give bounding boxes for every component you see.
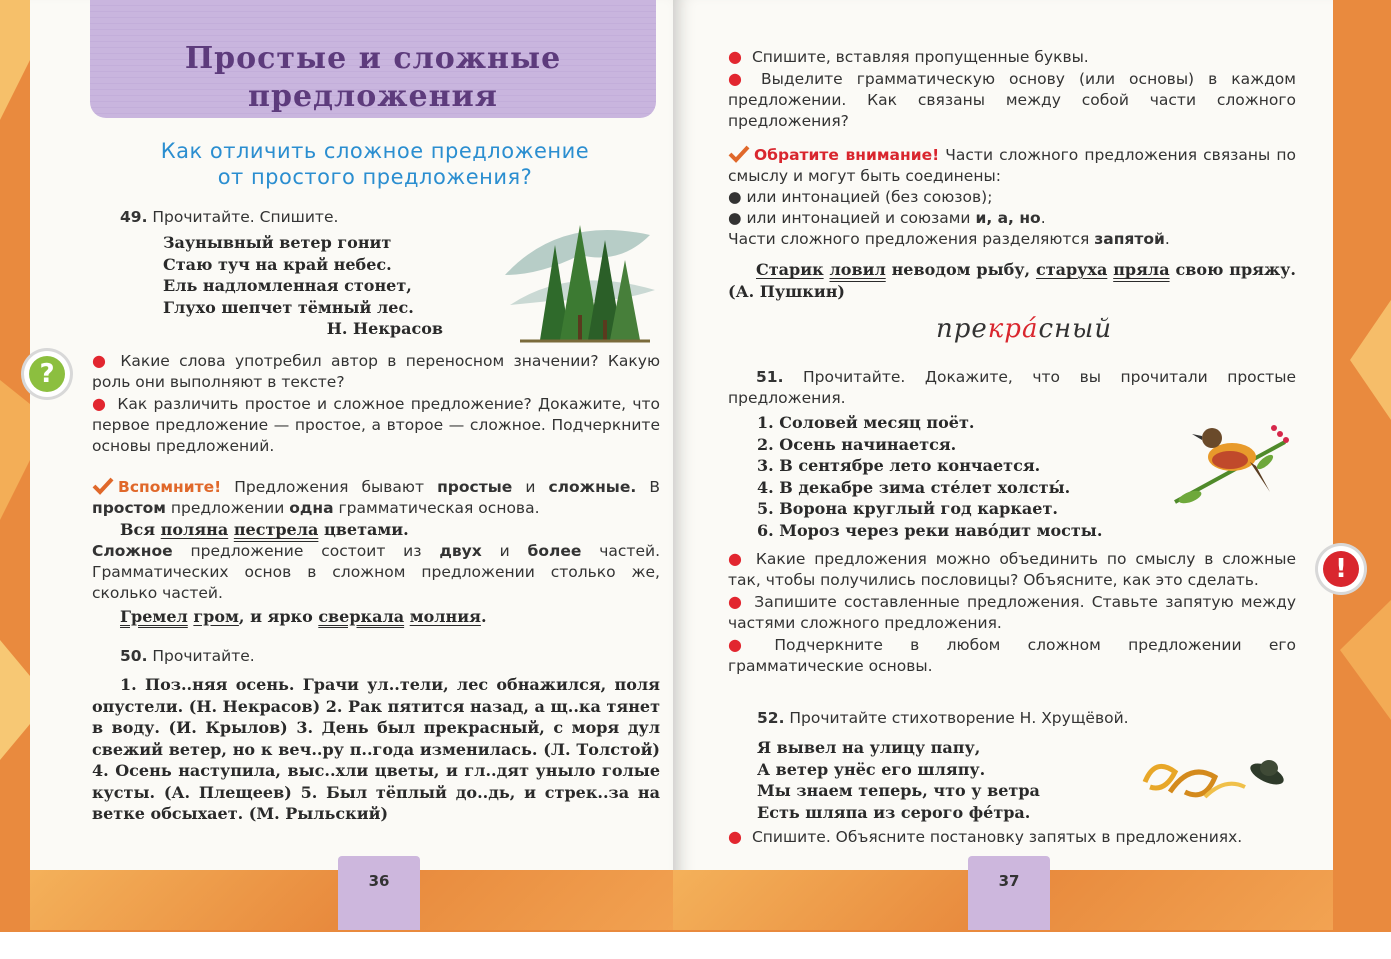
bullet-icon: ● bbox=[728, 549, 746, 568]
section-question bbox=[145, 138, 605, 190]
exclamation-mark-icon: ! bbox=[1323, 551, 1359, 587]
vocabulary-word: прекра́сный bbox=[936, 314, 1113, 344]
task-item: ● Запишите составленные предложения. Ставьте запятую между частями сложного предложения. bbox=[728, 592, 1296, 632]
attention-block: Обратите внимание! Части сложного предложения связаны по смыслу и могут быть соединены: ● или интонацией (без союзов); ● или интонацией и союзами и, а, но. Части сложного предложения разделяются запятой. bbox=[728, 146, 1296, 248]
poem-line: А ветер унёс его шляпу. bbox=[757, 759, 986, 779]
exercise-49-heading bbox=[120, 207, 338, 228]
exercise-51-tasks bbox=[728, 548, 1296, 677]
exercise-task: Прочитайте стихотворение Н. Хрущёвой. bbox=[789, 709, 1129, 727]
list-item: 3. В сентябре лето кончается. bbox=[757, 456, 1041, 475]
poem-line: Я вывел на улицу папу, bbox=[757, 738, 981, 757]
predicate: пестрела bbox=[233, 520, 319, 539]
bullet-icon: ● bbox=[728, 635, 765, 654]
attention-label: Обратите внимание! bbox=[754, 146, 940, 164]
chapter-title bbox=[90, 40, 656, 116]
bullet-icon: ● bbox=[728, 69, 752, 88]
exercise-number: 51. bbox=[756, 368, 784, 386]
exercise-52-heading bbox=[757, 708, 1129, 729]
task-item: ● Выделите грамматическую основу (или основы) в каждом предложении. Как связаны между собой части сложного предложения? bbox=[728, 69, 1296, 130]
exercise-task: Прочитайте. bbox=[152, 647, 255, 665]
poem-line: Стаю туч на край небес. bbox=[163, 254, 392, 274]
remember-label: Вспомните! bbox=[118, 478, 222, 496]
bullet-icon: ● bbox=[728, 188, 747, 206]
exercise-52-poem bbox=[757, 737, 1097, 823]
poem-author: Н. Некрасов bbox=[326, 319, 443, 338]
checkmark-icon bbox=[92, 477, 114, 495]
subject: старуха bbox=[1035, 260, 1108, 279]
exercise-number: 49. bbox=[120, 208, 148, 226]
list-item: 6. Мороз через реки наво́дит мосты. bbox=[757, 520, 1103, 540]
question-item: ● Какие слова употребил автор в переносном значении? Какую роль они выполняют в тексте? bbox=[92, 351, 660, 391]
exercise-49-poem bbox=[163, 232, 443, 340]
poem-line: Ель надломленная стонет, bbox=[163, 276, 412, 295]
predicate: пряла bbox=[1113, 260, 1170, 279]
hat-illustration bbox=[1135, 752, 1295, 810]
task-item: ● Подчеркните в любом сложном предложении его грамматические основы. bbox=[728, 635, 1296, 675]
bullet-icon: ● bbox=[728, 592, 745, 611]
section-question-line1: Как отличить сложное предложение bbox=[160, 139, 590, 163]
subject: Старик bbox=[756, 260, 824, 279]
predicate: ловил bbox=[829, 260, 886, 279]
task-item: ● Какие предложения можно объединить по смыслу в сложные так, чтобы получились пословицы? Объясните, как это сделать. bbox=[728, 549, 1296, 589]
exercise-number: 50. bbox=[120, 647, 148, 665]
list-item: 4. В декабре зима сте́лет холсты́. bbox=[757, 477, 1071, 497]
bullet-icon: ● bbox=[92, 394, 108, 413]
subject: поляна bbox=[160, 520, 229, 539]
exercise-task: Прочитайте. Докажите, что вы прочитали простые предложения. bbox=[728, 368, 1296, 407]
attention-rule: Части сложного предложения разделяются запятой. bbox=[728, 230, 1170, 248]
subject: молния bbox=[409, 606, 481, 626]
bullet-icon: ● bbox=[92, 351, 111, 370]
questions-block bbox=[92, 350, 660, 457]
remember-block: Вспомните! Предложения бывают простые и сложные. В простом предложении одна грамматическая основа. Вся поляна пестрела цветами. Сложное предложение состоит из двух и более частей. Грамматических основ в сложном предложении столько же, сколько частей. Гремел гром, и ярко сверкала молния. bbox=[92, 478, 660, 626]
attention-item: ● или интонацией и союзами и, а, но. bbox=[728, 209, 1046, 227]
bullet-icon: ● bbox=[728, 209, 747, 227]
exercise-50-text: 1. Поз..няя осень. Грачи ул..тели, лес обнажился, поля опустели. (Н. Некрасов) 2. Рак пятится назад, а щ..ка тянет в воду. (И. Крылов) 3. День был прекрасный, с моря дул свежий ветер, но к веч..ру п..года изменилась. (Л. Толстой) 4. Осень наступила, выс..хли цветы, и гл..дят уныло голые кусты. (А. Плещеев) 5. Был тёплый до..дь, и стрек..за на ветке обсыхает. (М. Рыльский) bbox=[92, 675, 660, 823]
simple-sentence-example: Вся поляна пестрела цветами. bbox=[120, 520, 409, 539]
exercise-number: 52. bbox=[757, 709, 785, 727]
page-number-37: 37 bbox=[968, 856, 1050, 930]
poem-line: Глухо шепчет тёмный лес. bbox=[163, 297, 414, 317]
list-item: 1. Соловей месяц поёт. bbox=[757, 413, 975, 432]
chapter-title-line1: Простые и сложные bbox=[184, 41, 562, 76]
exercise-51-list bbox=[757, 412, 1177, 541]
predicate: Гремел bbox=[120, 606, 188, 626]
forest-illustration bbox=[500, 205, 660, 345]
question-item: ● Как различить простое и сложное предложение? Докажите, что первое предложение — простое, а второе — сложное. Подчеркните основы предложений. bbox=[92, 394, 660, 455]
attention-badge bbox=[1318, 546, 1364, 592]
bird-illustration bbox=[1170, 412, 1295, 512]
section-question-line2: от простого предложения? bbox=[217, 165, 533, 189]
subject: гром bbox=[193, 606, 239, 626]
bullet-icon: ● bbox=[728, 827, 742, 846]
task-item: ● Спишите, вставляя пропущенные буквы. bbox=[728, 47, 1089, 66]
exercise-50-heading bbox=[120, 646, 255, 667]
exercise-51-heading bbox=[728, 367, 1296, 409]
poem-line: Мы знаем теперь, что у ветра bbox=[757, 781, 1040, 800]
poem-line: Заунывный ветер гонит bbox=[163, 233, 392, 252]
complex-sentence-example: Гремел гром, и ярко сверкала молния. bbox=[120, 606, 487, 626]
list-item: 2. Осень начинается. bbox=[757, 434, 957, 454]
chapter-title-band bbox=[90, 0, 656, 118]
question-mark-icon: ? bbox=[29, 356, 65, 392]
pushkin-example: Старик ловил неводом рыбу, старуха пряла свою пряжу. (А. Пушкин) bbox=[728, 260, 1296, 301]
top-tasks bbox=[728, 46, 1296, 132]
list-item: 5. Ворона круглый год каркает. bbox=[757, 499, 1058, 518]
chapter-title-line2: предложения bbox=[248, 79, 498, 114]
poem-line: Есть шляпа из серого фе́тра. bbox=[757, 802, 1031, 822]
exercise-task: Прочитайте. Спишите. bbox=[152, 208, 339, 226]
checkmark-icon bbox=[728, 145, 750, 163]
attention-item: ● или интонацией (без союзов); bbox=[728, 188, 993, 206]
question-badge bbox=[24, 351, 70, 397]
page-number-36: 36 bbox=[338, 856, 420, 930]
final-task: ● Спишите. Объясните постановку запятых в предложениях. bbox=[728, 827, 1243, 846]
bullet-icon: ● bbox=[728, 47, 742, 66]
predicate: сверкала bbox=[318, 606, 405, 626]
